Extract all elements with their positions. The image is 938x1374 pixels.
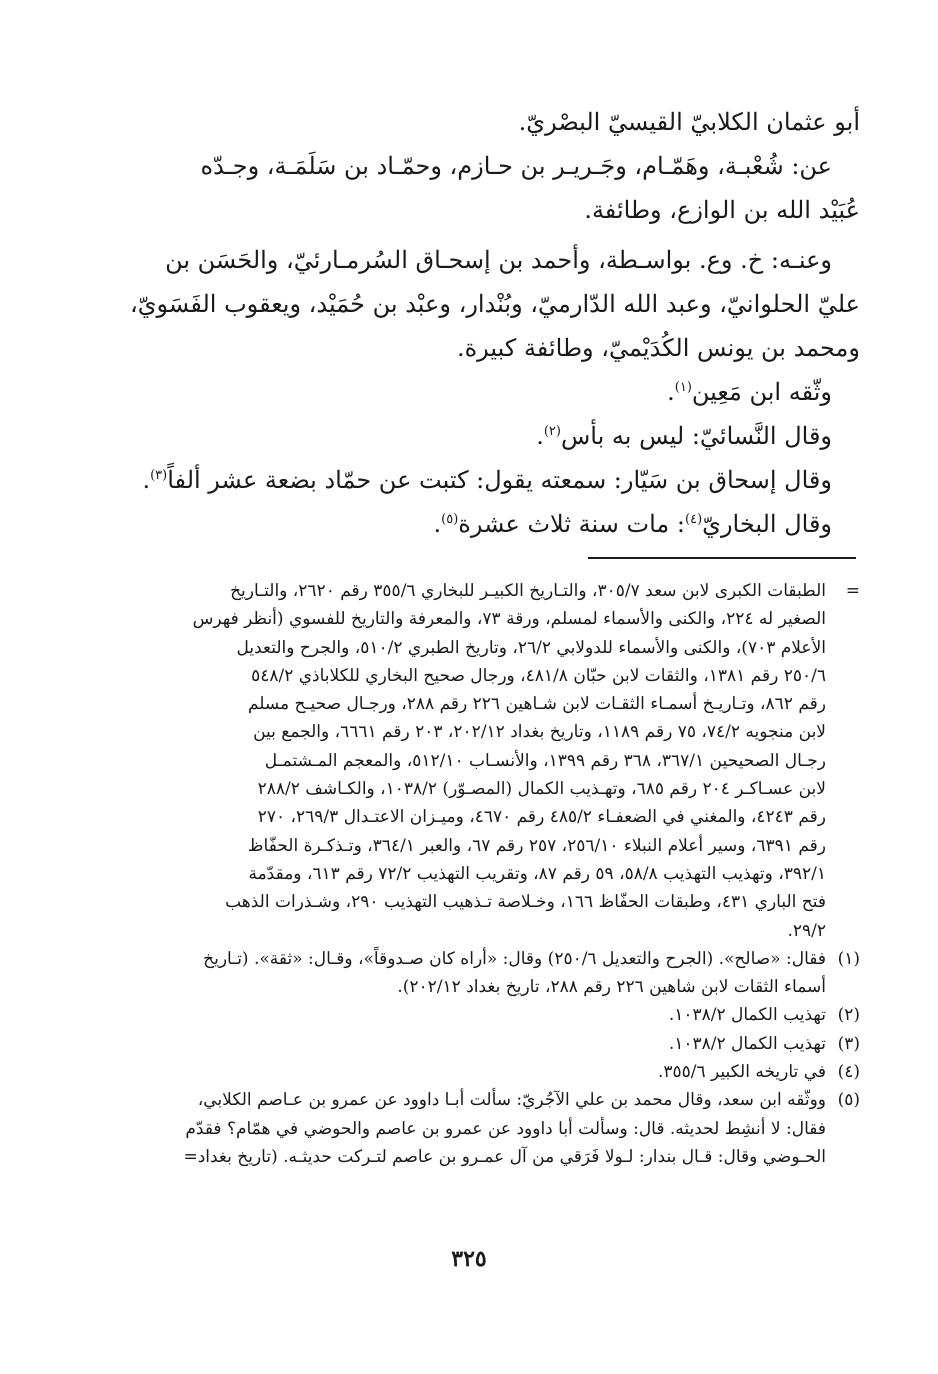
footnote-ref[interactable]: (٣): [150, 468, 168, 483]
sources-body: [128, 577, 826, 945]
main-line: عن: شُعْبـة، وهَمّـام، وجَـريـر بن حـازم، وحمّـاد بن سَلَمَـة، وجـدّه: [200, 152, 832, 180]
footnote-1: [128, 945, 860, 1002]
main-line-text: وقال البخاريّ: [702, 510, 832, 538]
footnote-body: [128, 945, 826, 1002]
footnote-line: فقال: لا أنشِط لحديثه. قال: وسألت أبا داوود عن عمرو بن عاصم والحوضي في همّام؟ فقدّم: [185, 1118, 826, 1139]
main-line: عليّ الحلوانيّ، وعبد الله الدّارميّ، وبُنْدار، وعبْد بن حُمَيْد، ويعقوب الفَسَويّ،: [129, 290, 860, 318]
footnote-line: ٣٩٢/١، وتهذيب التهذيب ٥٨/٨، ٥٩ رقم ٨٧، وتقريب التهذيب ٧٢/٢ رقم ٦١٣، ومقدّمة: [248, 863, 826, 884]
footnote-line: ٢٩/٢.: [787, 920, 826, 941]
main-line: وعنـه: خ. وع. بواسـطة، وأحمد بن إسحـاق السُرمـارئيّ، والحَسَن بن: [165, 246, 832, 274]
main-line: عُبَيْد الله بن الوازع، وطائفة.: [584, 196, 860, 224]
main-line: أبو عثمان الكلابيّ القيسيّ البصْريّ.: [518, 108, 860, 136]
footnote-divider: [588, 557, 856, 559]
main-line-text: وقال إسحاق بن سَيّار: سمعته يقول: كتبت عن حمّاد بضعة عشر ألفاً: [167, 466, 832, 494]
footnote-body: [128, 1001, 826, 1029]
main-line-text: وثّقه ابن مَعِين: [691, 378, 832, 406]
sources-note: [128, 577, 860, 945]
footnote-line: رقم ٨٦٢، وتـاريـخ أسمـاء الثقـات لابن شـاهين ٢٢٦ رقم ٢٨٨، ورجـال صحيـح مسلم: [247, 694, 826, 715]
footnote-line: الأعلام ٧٠٣)، والكنى والأسماء للدولابي ٢٦/٢، وتاريخ الطبري ٥١٠/٢، والجرح والتعديل: [236, 637, 826, 658]
footnote-number: (٤): [837, 1062, 860, 1083]
footnote-ref[interactable]: (٢): [543, 424, 561, 439]
footnote-ref[interactable]: (٥): [441, 512, 459, 527]
footnote-line: لابن عسـاكـر ٢٠٤ رقم ٦٨٥، وتهـذيب الكمال (المصـوّر) ١٠٣٨/٢، والكـاشف ٢٨٨/٢: [257, 779, 826, 800]
main-line-end: .: [142, 466, 151, 494]
footnote-number: (٢): [837, 1005, 860, 1026]
footnote-line: تهذيب الكمال ١٠٣٨/٢.: [668, 1033, 826, 1054]
footnote-line: الحـوضي وقال: قـال بندار: لـولا فَرَقي من آل عمـرو بن عاصم لتـركت حديثـه. (تاريخ بغداد=: [183, 1146, 826, 1167]
footnote-line: الطبقات الكبرى لابن سعد ٣٠٥/٧، والتـاريخ الكبيـر للبخاري ٣٥٥/٦ رقم ٢٦٢٠، والتـاريخ: [230, 581, 826, 601]
main-line-text: وقال النَّسائيّ: ليس به بأس: [560, 422, 832, 450]
footnote-ref[interactable]: (١): [674, 380, 692, 395]
footnote-line: في تاريخه الكبير ٣٥٥/٦.: [657, 1062, 826, 1083]
main-line-end: .: [536, 422, 544, 450]
footnote-3: [128, 1030, 860, 1058]
footnote-number: (١): [837, 948, 860, 969]
main-line: [130, 502, 860, 546]
main-text: [130, 100, 860, 546]
main-line: ومحمد بن يونس الكُدَيْميّ، وطائفة كبيرة.: [456, 334, 860, 362]
footnote-line: ٢٥٠/٦ رقم ١٣٨١، والثقات لابن حبّان ٤٨١/٨، ورجال صحيح البخاري للكلاباذي ٥٤٨/٢: [251, 665, 826, 686]
footnote-4: [128, 1058, 860, 1086]
footnote-line: ووثّقه ابن سعد، وقال محمد بن علي الآجُريّ: سألت أبـا داوود عن عمرو بن عـاصم الكلابي،: [197, 1090, 826, 1111]
footnote-line: رقم ٦٣٩١، وسير أعلام النبلاء ٢٥٦/١٠، ٢٥٧ رقم ٦٧، والعبر ٣٦٤/١، وتـذكـرة الحفّاظ: [247, 835, 826, 856]
footnotes: [128, 577, 860, 1171]
footnote-line: رقم ٤٢٤٣، والمغني في الضعفـاء ٤٨٥/٢ رقم ٤٦٧٠، وميـزان الاعتـدال ٢٦٩/٣، ٢٧٠: [257, 807, 826, 828]
footnote-5: [128, 1086, 860, 1171]
footnote-number: (٣): [837, 1033, 860, 1054]
footnote-ref[interactable]: (٤): [685, 512, 703, 527]
footnote-line: رجـال الصحيحين ٣٦٧/١، ٣٦٨ رقم ١٣٩٩، والأنسـاب ٥١٢/١٠، والمعجم المـشتمـل: [264, 750, 826, 771]
page-number: ٣٢٥: [451, 1246, 487, 1272]
continuation-marker: =: [845, 581, 860, 601]
main-line: [130, 458, 860, 502]
main-line: [130, 414, 860, 458]
main-line-end: .: [667, 378, 675, 406]
main-line-text: : مات سنة ثلاث عشرة: [458, 510, 686, 538]
main-line-end: .: [433, 510, 442, 538]
footnote-line: تهذيب الكمال ١٠٣٨/٢.: [668, 1005, 826, 1026]
footnote-body: [128, 1058, 826, 1086]
footnote-line: فقال: «صالح». (الجرح والتعديل ٢٥٠/٦) وقال: «أراه كان صـدوقاً»، وقـال: «ثقة». (تـاريخ: [203, 948, 826, 969]
footnote-2: [128, 1001, 860, 1029]
main-line: [130, 370, 860, 414]
footnote-line: لابن منجويه ٧٤/٢، ٧٥ رقم ١١٨٩، وتاريخ بغداد ٢٠٢/١٢، ٢٠٣ رقم ٦٦٦١، والجمع بين: [253, 722, 826, 743]
footnote-body: [128, 1030, 826, 1058]
footnote-line: فتح الباري ٤٣١، وطبقات الحفّاظ ١٦٦، وخـلاصة تـذهيب التهذيب ٢٩٠، وشـذرات الذهب: [225, 892, 826, 913]
footnote-line: الصغير له ٢٢٤، والكنى والأسماء لمسلم، ورقة ٧٣، والمعرفة والتاريخ للفسوي (أنظر فهرس: [192, 609, 826, 630]
footnote-body: [128, 1086, 826, 1171]
footnote-line: أسماء الثقات لابن شاهين ٢٢٦ رقم ٢٨٨، تاريخ بغداد ٢٠٢/١٢).: [397, 977, 826, 998]
footnote-number: (٥): [837, 1090, 860, 1111]
